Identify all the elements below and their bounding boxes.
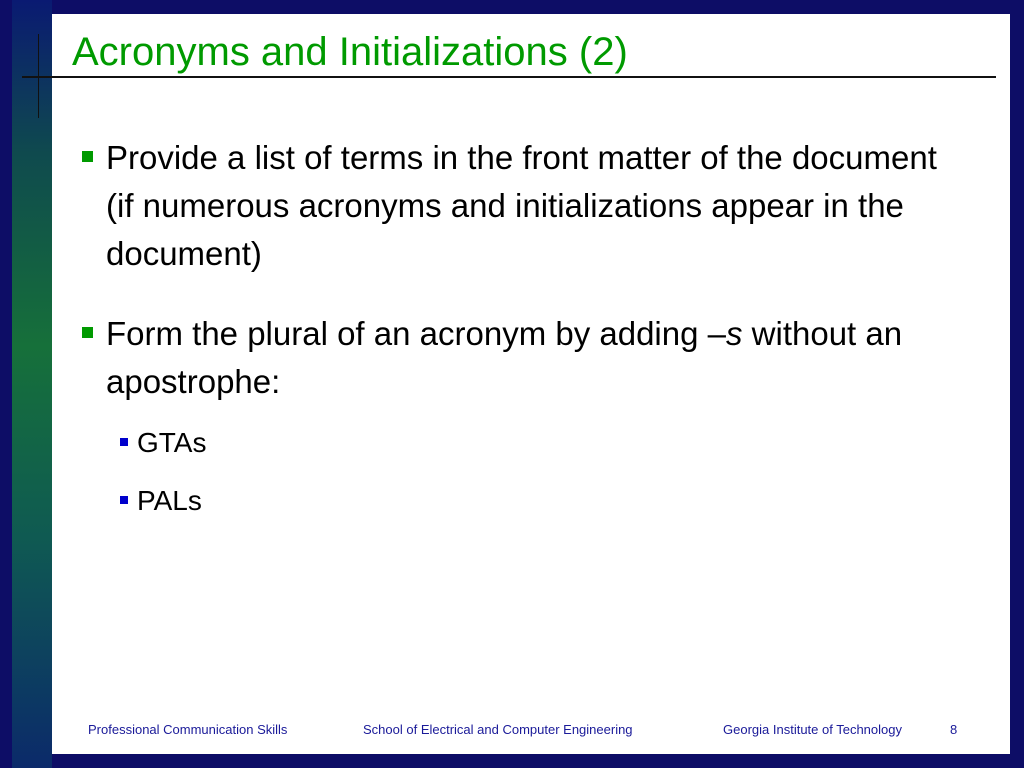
bullet-text-emphasis: s — [726, 315, 743, 352]
title-underline — [22, 76, 996, 78]
bullet-text-prefix: Form the plural of an acronym by adding – — [106, 315, 726, 352]
bullet-item — [82, 134, 942, 278]
left-gradient-stripe — [12, 0, 52, 768]
bullet-text — [106, 310, 942, 406]
corner-crosshair-line — [38, 34, 39, 118]
bullet-text-suffix: without an apostrophe: — [106, 315, 903, 400]
sub-bullet-text: PALs — [137, 485, 202, 516]
square-bullet-icon — [120, 438, 128, 446]
square-bullet-icon — [82, 151, 93, 162]
footer-institute: Georgia Institute of Technology — [723, 722, 902, 737]
footer-course: Professional Communication Skills — [88, 722, 288, 737]
sub-bullet-item — [120, 425, 206, 461]
square-bullet-icon — [82, 327, 93, 338]
slide-title: Acronyms and Initializations (2) — [72, 30, 628, 74]
page-number: 8 — [950, 722, 958, 737]
square-bullet-icon — [120, 496, 128, 504]
bullet-item — [82, 310, 942, 406]
bullet-text: Provide a list of terms in the front matter of the document (if numerous acronyms and initializations appear in the document) — [106, 139, 937, 272]
sub-bullet-item — [120, 483, 202, 519]
footer-school: School of Electrical and Computer Engineering — [363, 722, 633, 737]
sub-bullet-text: GTAs — [137, 427, 207, 458]
